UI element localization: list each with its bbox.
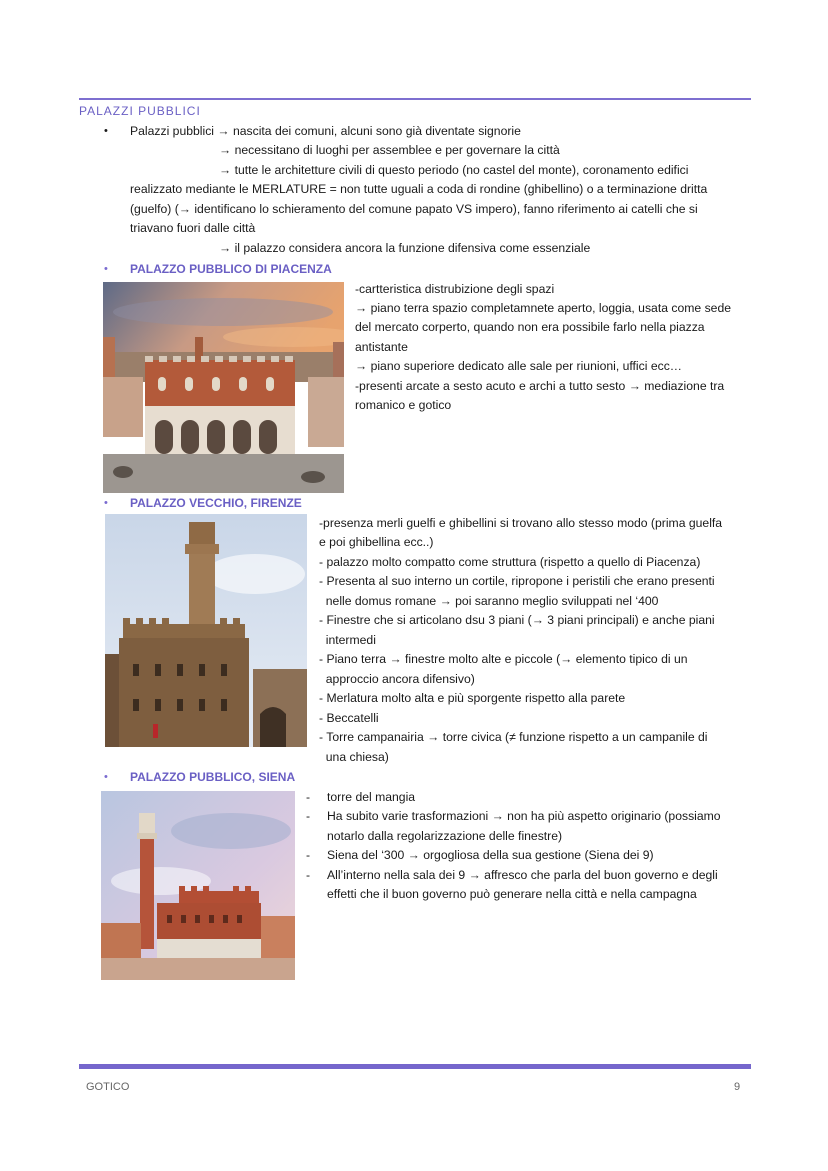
intro-line-4: realizzato mediante le MERLATURE = non tutte uguali a coda di rondine (ghibellino) o a terminazione dritta: [130, 182, 708, 196]
siena-dash-1: -: [306, 790, 311, 804]
vecchio-line-9: approccio ancora difensivo): [319, 672, 475, 686]
siena-line-3: notarlo dalla regolarizzazione delle finestre): [327, 829, 563, 843]
piacenza-line-5: → piano superiore dedicato alle sale per riunioni, uffici ecc…: [355, 359, 682, 373]
vecchio-line-6: - Finestre che si articolano dsu 3 piani (→ 3 piani principali) e anche piani: [319, 613, 715, 627]
vecchio-line-10: - Merlatura molto alta e più sporgente rispetto alla parete: [319, 691, 626, 705]
intro-line-1: Palazzi pubblici → nascita dei comuni, alcuni sono già diventate signorie: [130, 124, 521, 138]
bullet-piacenza: •: [104, 263, 108, 275]
vecchio-line-13: una chiesa): [319, 750, 389, 764]
siena-line-1: torre del mangia: [327, 790, 416, 804]
footer-rule: [79, 1064, 751, 1069]
header-rule: [79, 98, 751, 100]
intro-line-6: triavano fuori dalle città: [130, 221, 256, 235]
section-heading: PALAZZI PUBBLICI: [79, 104, 201, 118]
piacenza-line-2: → piano terra spazio completamnete aperto, loggia, usata come sede: [355, 301, 731, 315]
siena-dash-3: -: [306, 848, 311, 862]
piacenza-line-7: romanico e gotico: [355, 398, 452, 412]
siena-dash-2: -: [306, 809, 311, 823]
intro-line-7: → il palazzo considera ancora la funzione difensiva come essenziale: [219, 241, 591, 255]
bullet-siena: •: [104, 771, 108, 783]
piacenza-line-6: -presenti arcate a sesto acuto e archi a tutto sesto → mediazione tra: [355, 379, 725, 393]
siena-line-5: All’interno nella sala dei 9 → affresco che parla del buon governo e degli: [327, 868, 718, 882]
intro-line-2: → necessitano di luoghi per assemblee e per governare la città: [219, 143, 560, 157]
vecchio-title: PALAZZO VECCHIO, FIRENZE: [130, 496, 302, 510]
piacenza-photo: [103, 282, 344, 493]
footer-title: GOTICO: [86, 1081, 130, 1093]
vecchio-line-5: nelle domus romane → poi saranno meglio sviluppati nel ‘400: [319, 594, 659, 608]
siena-line-4: Siena del ‘300 → orgogliosa della sua gestione (Siena dei 9): [327, 848, 654, 862]
vecchio-line-2: e poi ghibellina ecc..): [319, 535, 434, 549]
siena-dash-4: -: [306, 868, 311, 882]
piacenza-line-1: -cartteristica distrubizione degli spazi: [355, 282, 555, 296]
bullet-vecchio: •: [104, 497, 108, 509]
page-number: 9: [734, 1081, 741, 1093]
vecchio-line-1: -presenza merli guelfi e ghibellini si trovano allo stesso modo (prima guelfa: [319, 516, 723, 530]
intro-line-3: → tutte le architetture civili di questo periodo (no castel del monte), coronamento edifici: [219, 163, 689, 177]
vecchio-line-11: - Beccatelli: [319, 711, 379, 725]
piacenza-line-3: del mercato corperto, quando non era possibile farlo nella piazza: [355, 320, 705, 334]
vecchio-line-12: - Torre campanairia → torre civica (≠ funzione rispetto a un campanile di: [319, 730, 708, 744]
intro-line-5: (guelfo) (→ identificano lo schieramento del comune papato VS impero), fanno riferimento ai catelli che si: [130, 202, 698, 216]
vecchio-line-3: - palazzo molto compatto come struttura (rispetto a quello di Piacenza): [319, 555, 701, 569]
vecchio-line-4: - Presenta al suo interno un cortile, ripropone i peristili che erano presenti: [319, 574, 715, 588]
vecchio-line-8: - Piano terra → finestre molto alte e piccole (→ elemento tipico di un: [319, 652, 688, 666]
piacenza-title: PALAZZO PUBBLICO DI PIACENZA: [130, 262, 332, 276]
siena-title: PALAZZO PUBBLICO, SIENA: [130, 770, 296, 784]
bullet-intro: •: [104, 125, 108, 137]
siena-photo: [101, 791, 295, 980]
siena-line-6: effetti che il buon governo può generare nella città e nella campagna: [327, 887, 697, 901]
piacenza-line-4: antistante: [355, 340, 408, 354]
siena-line-2: Ha subito varie trasformazioni → non ha più aspetto originario (possiamo: [327, 809, 721, 823]
vecchio-photo: [105, 514, 307, 747]
vecchio-line-7: intermedi: [319, 633, 376, 647]
